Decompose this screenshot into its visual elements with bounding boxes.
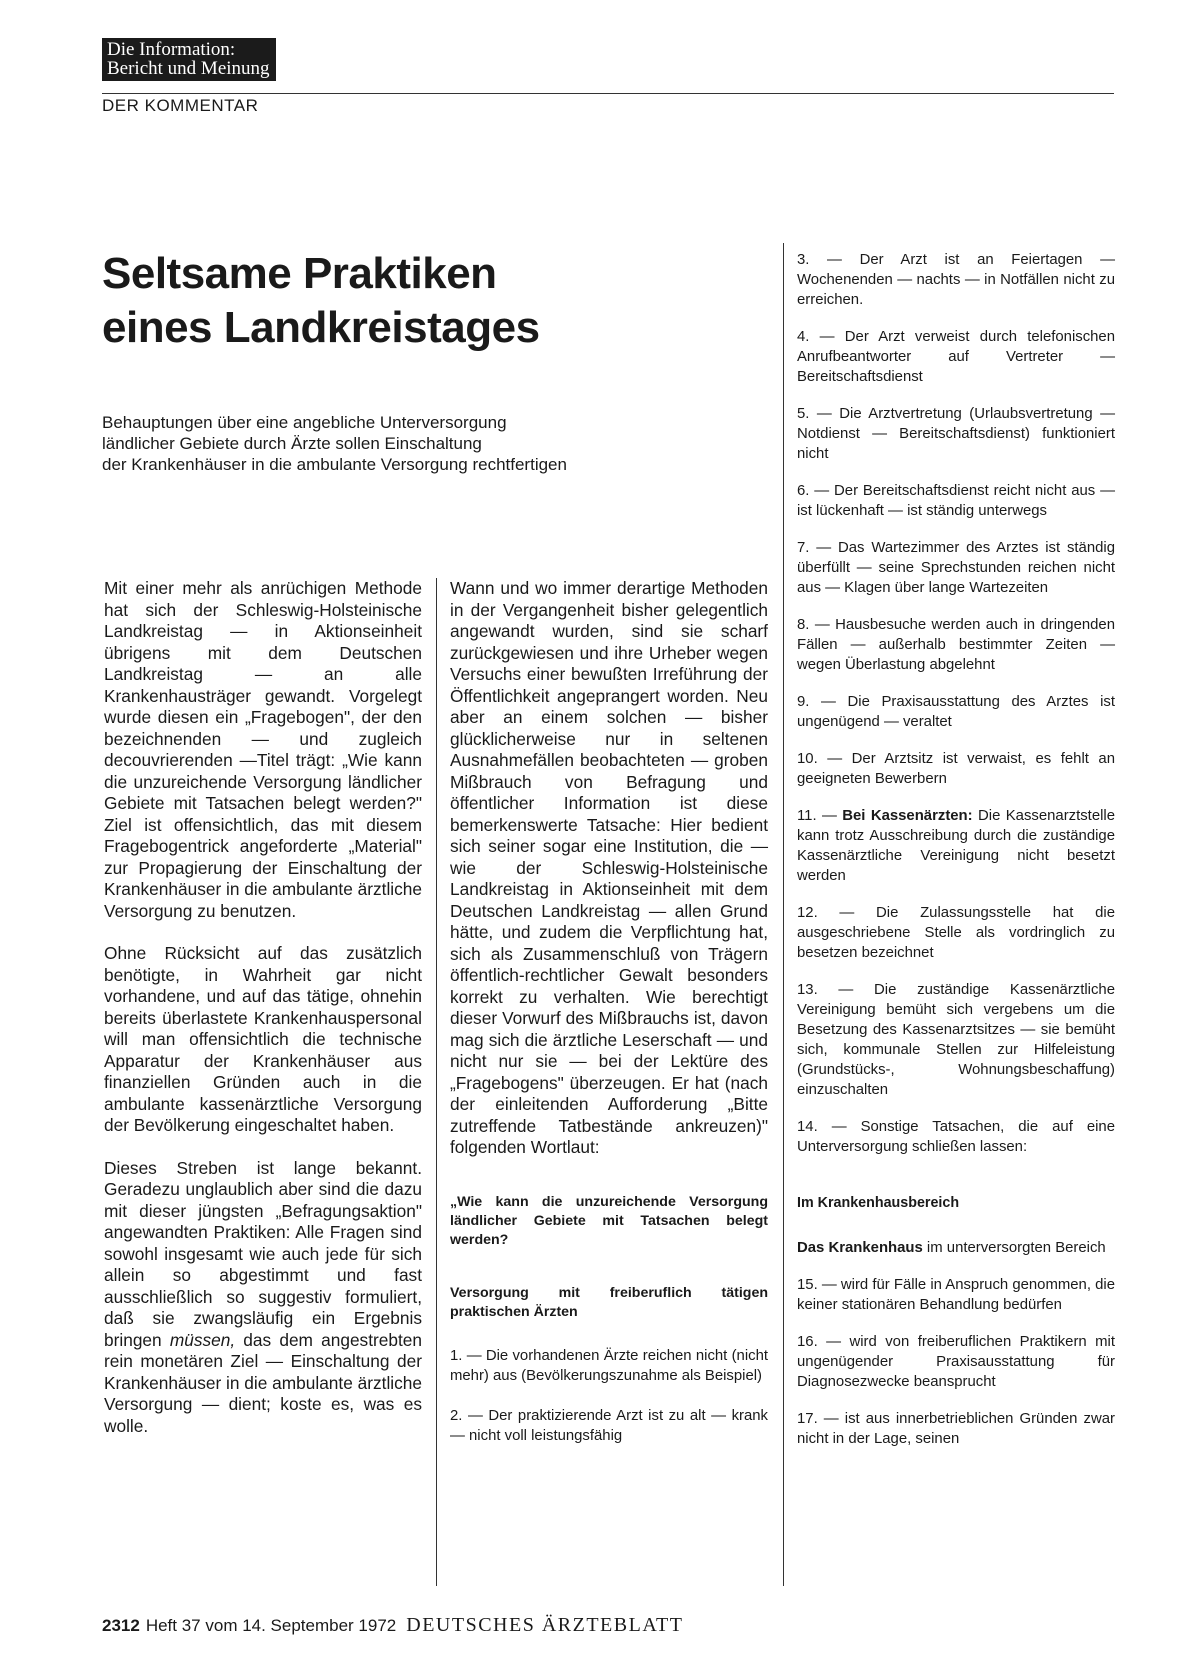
item11-bold: Bei Kassenärzten: (842, 808, 973, 824)
col1-p3-text-b: das dem angestrebten rein monetären Ziel — Einschaltung der Krankenhäuser in die ambulante ärztliche Versorgung — dient; koste es, was es wolle. (104, 1329, 423, 1436)
krankenhaus-bold: Das Krankenhaus (797, 1240, 923, 1256)
questionnaire-item-7: 7. — Das Wartezimmer des Arztes ist ständig überfüllt — seine Sprechstunden reichen nicht aus — Klagen über lange Wartezeiten (797, 540, 1115, 596)
column-divider-1 (436, 578, 437, 1586)
col2-paragraph-1: Wann und wo immer derartige Methoden in der Vergangenheit bisher gelegentlich angewandt wurden, sind sie scharf zurückgewiesen und ihre Urheber wegen Versuchs einer bewußten Irreführung der Öffentlichkeit angeprangert worden. Neu aber an einem solchen — bisher glücklicherweise nur in seltenen Ausnahmefällen beobachteten — groben Mißbrauch von Befragung und öffentlicher Information ist diese bemerkenswerte Tatsache: Hier bedient sich seiner sogar eine Institution, die — wie der Schleswig-Holsteinische Landkreistag in Aktionseinheit mit dem Deutschen Landkreistag — allen Grund hätte, und zudem die Verpflichtung hat, sich als Zusammenschluß von Trägern öffentlich-rechtlicher Gewalt besonders korrekt zu verhalten. Wie berechtigt dieser Vorwurf des Mißbrauchs ist, davon mag sich die ärztliche Leserschaft — und nicht nur sie — bei der Lektüre des „Fragebogens" überzeugen. Er hat (nach der einleitenden Aufforderung „Bitte zutreffende Tatbestände ankreuzen)" folgenden Wortlaut: (450, 578, 768, 1157)
questionnaire-item-8: 8. — Hausbesuche werden auch in dringenden Fällen — außerhalb bestimmter Zeiten — wegen Überlastung abgelehnt (797, 617, 1115, 673)
questionnaire-subhead: Versorgung mit freiberuflich tätigen praktischen Ärzten (450, 1284, 768, 1320)
page-footer (102, 1614, 683, 1637)
issue-info: Heft 37 vom 14. September 1972 (145, 1616, 397, 1635)
deck-line-3: der Krankenhäuser in die ambulante Versorgung rechtfertigen (102, 455, 567, 474)
col1-paragraph-3 (104, 1158, 422, 1438)
questionnaire-item-9: 9. — Die Praxisausstattung des Arztes ist ungenügend — veraltet (797, 694, 1115, 730)
krankenhaus-intro (797, 1238, 1115, 1258)
headline (102, 247, 540, 355)
column-2 (450, 578, 768, 1446)
questionnaire-item-12: 12. — Die Zulassungsstelle hat die ausgeschriebene Stelle als vordringlich zu besetzen bezeichnet (797, 905, 1115, 961)
questionnaire-item-4: 4. — Der Arzt verweist durch telefonischen Anrufbeantworter auf Vertreter — Bereitschaftsdienst (797, 329, 1115, 385)
section-label: DER KOMMENTAR (102, 96, 259, 115)
headline-line-2: eines Landkreistages (102, 303, 540, 352)
rubric-line-2: Bericht und Meinung (107, 58, 270, 79)
questionnaire-item-6: 6. — Der Bereitschaftsdienst reicht nicht aus — ist lückenhaft — ist ständig unterwegs (797, 483, 1115, 519)
masthead: DEUTSCHES ÄRZTEBLATT (406, 1614, 684, 1636)
col1-p3-emphasis: müssen, (169, 1329, 236, 1350)
questionnaire-item-1: 1. — Die vorhandenen Ärzte reichen nicht (nicht mehr) aus (Bevölkerungszunahme als Beispiel) (450, 1347, 768, 1384)
questionnaire-title: „Wie kann die unzureichende Versorgung ländlicher Gebiete mit Tatsachen belegt werden? (450, 1193, 768, 1248)
questionnaire-item-14: 14. — Sonstige Tatsachen, die auf eine Unterversorgung schließen lassen: (797, 1119, 1115, 1155)
col1-paragraph-2: Ohne Rücksicht auf das zusätzlich benötigte, in Wahrheit gar nicht vorhandene, und auf das tätige, ohnehin bereits überlastete Krankenhauspersonal will man offensichtlich die technische Apparatur der Krankenhäuser aus finanziellen Gründen auch in die ambulante kassenärztliche Versorgung der Bevölkerung eingeschaltet haben. (104, 943, 422, 1135)
headline-line-1: Seltsame Praktiken (102, 249, 497, 298)
deck (102, 412, 722, 475)
krankenhaus-text: im unterversorgten Bereich (922, 1240, 1106, 1256)
col1-p3-text-a: Dieses Streben ist lange bekannt. Geradezu unglaublich aber sind die dazu mit dieser jüngsten „Befragungsaktion" angewandten Praktiken: Alle Fragen sind sowohl insgesamt wie auch jede für sich allein so abgestimmt und fast ausschließlich so suggestiv formuliert, daß sie zwangsläufig ein Ergebnis bringen (104, 1157, 422, 1350)
questionnaire-item-2: 2. — Der praktizierende Arzt ist zu alt — krank — nicht voll leistungsfähig (450, 1407, 768, 1444)
questionnaire-item-17: 17. — ist aus innerbetrieblichen Gründen zwar nicht in der Lage, seinen (797, 1411, 1115, 1447)
questionnaire-item-11 (797, 806, 1115, 886)
rubric-line-1: Die Information: (107, 39, 236, 60)
item11-prefix: 11. — (797, 808, 843, 824)
col1-paragraph-1: Mit einer mehr als anrüchigen Methode hat sich der Schleswig-Holsteinische Landkreistag — in Aktionseinheit übrigens mit dem Deutschen Landkreistag — an alle Krankenhausträger gewandt. Vorgelegt wurde diesen ein „Fragebogen", der den bezeichnenden — und zugleich decouvrierenden —Titel trägt: „Wie kann die unzureichende Versorgung ländlicher Gebiete mit Tatsachen belegt werden?" Ziel ist offensichtlich, das mit diesem Fragebogentrick angeforderte „Material" zur Propagierung der Einschaltung der Krankenhäuser in die ambulante ärztliche Versorgung zu benutzen. (104, 578, 422, 921)
questionnaire-item-5: 5. — Die Arztvertretung (Urlaubsvertretung — Notdienst — Bereitschaftsdienst) funktioniert nicht (797, 406, 1115, 462)
section-krankenhaus: Im Krankenhausbereich (797, 1195, 960, 1211)
column-1 (104, 578, 422, 1437)
questionnaire-item-16: 16. — wird von freiberuflichen Praktikern mit ungenügender Praxisausstattung für Diagnosezwecke beansprucht (797, 1334, 1115, 1390)
questionnaire-item-3: 3. — Der Arzt ist an Feiertagen — Wochenenden — nachts — in Notfällen nicht zu erreichen. (797, 252, 1115, 308)
column-divider-2 (783, 243, 784, 1586)
deck-line-1: Behauptungen über eine angebliche Unterversorgung (102, 413, 507, 432)
questionnaire-item-15: 15. — wird für Fälle in Anspruch genommen, die keiner stationären Behandlung bedürfen (797, 1277, 1115, 1313)
questionnaire-item-10: 10. — Der Arztsitz ist verwaist, es fehlt an geeigneten Bewerbern (797, 751, 1115, 787)
questionnaire-item-13: 13. — Die zuständige Kassenärztliche Vereinigung bemüht sich vergebens um die Besetzung des Kassenarztsitzes — sie bemüht sich, kommunale Stellen zur Hilfeleistung (Grundstücks-, Wohnungsbeschaffung) einzuschalten (797, 982, 1115, 1098)
item11-text: Die Kassenarztstelle kann trotz Ausschreibung durch die zuständige Kassenärztliche Vereinigung nicht besetzt werden (797, 808, 1115, 884)
rubric-box (102, 38, 276, 81)
page-number: 2312 (102, 1616, 140, 1635)
column-3 (797, 250, 1115, 1449)
top-rule (102, 93, 1114, 94)
deck-line-2: ländlicher Gebiete durch Ärzte sollen Einschaltung (102, 434, 482, 453)
